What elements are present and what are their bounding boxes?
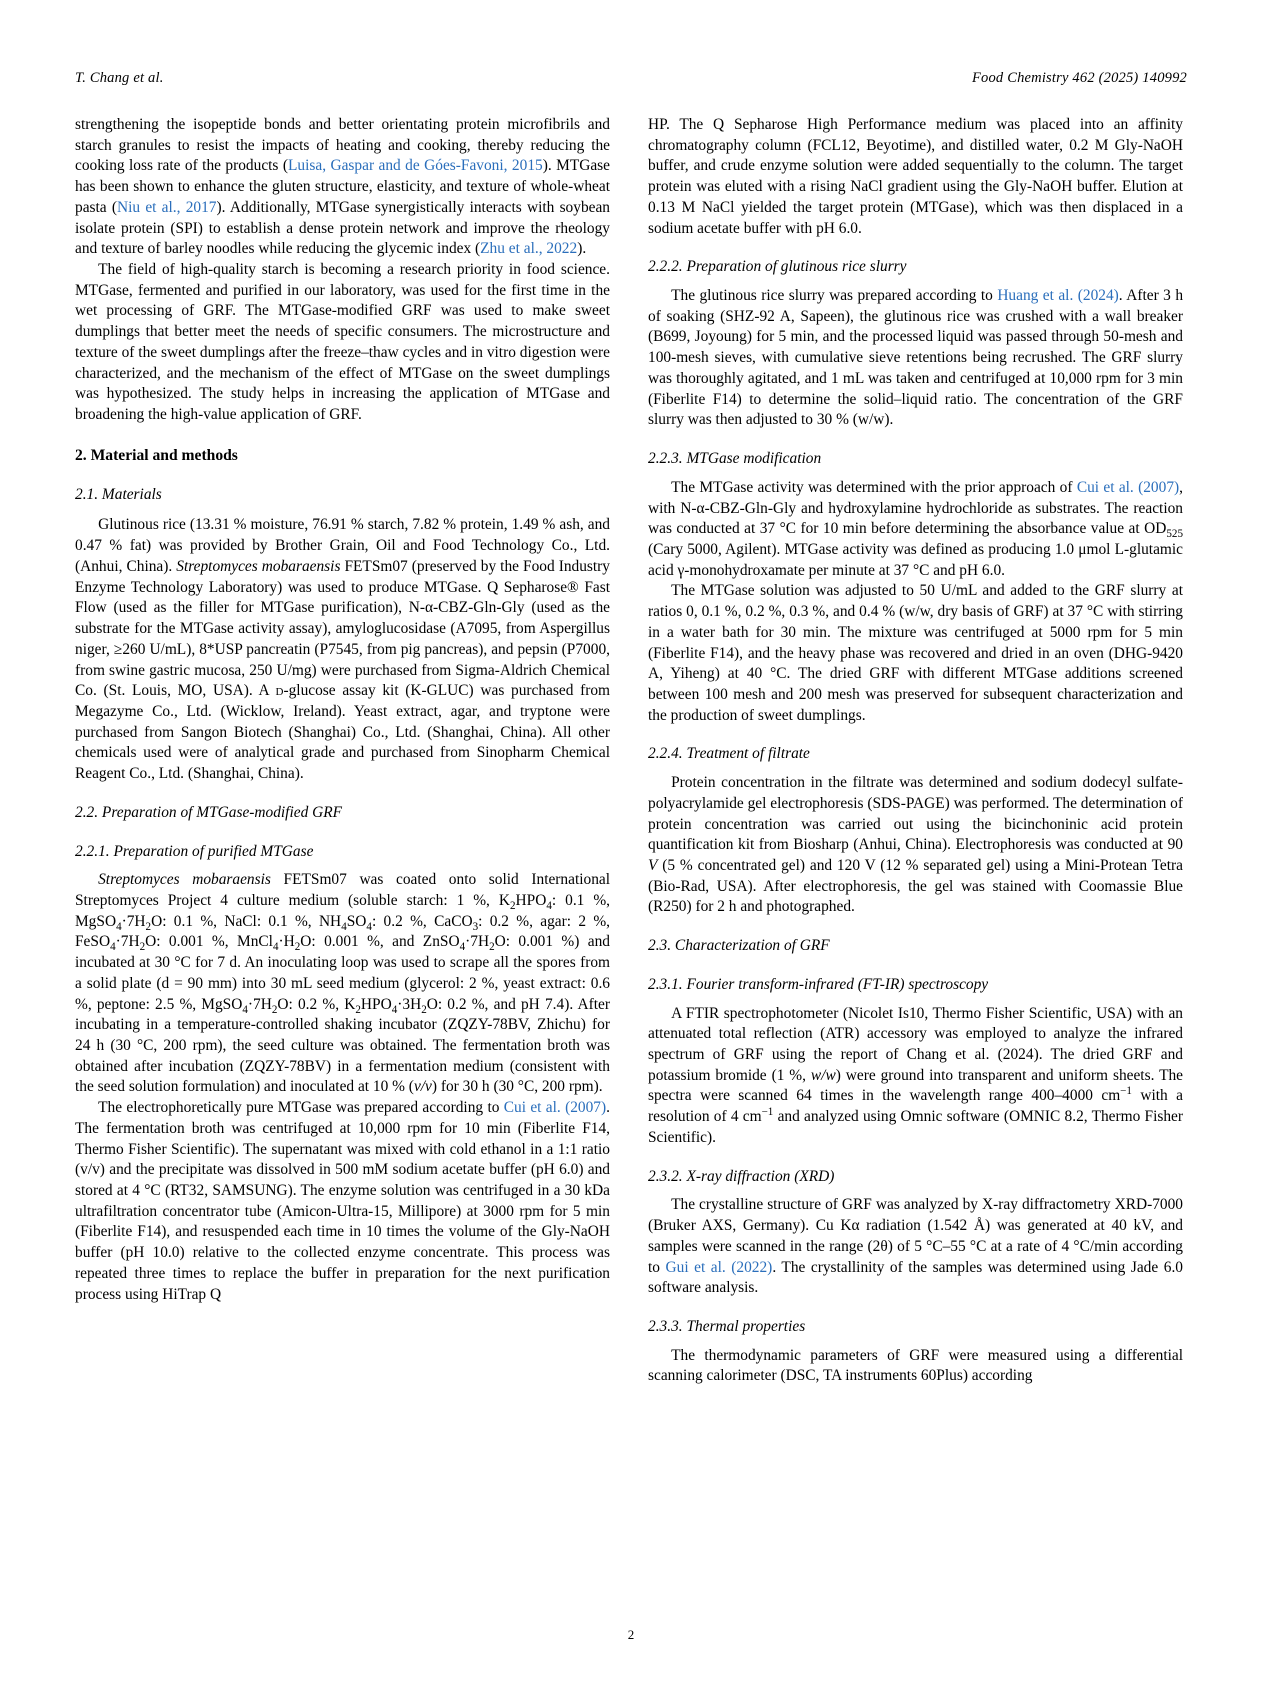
text-fragment: ). — [577, 240, 587, 258]
paragraph: The field of high-quality starch is becoming a research priority in food science. MTGase, fermented and purified in our laboratory, was used for the first time in the wet processing of GRF. The MTGase-modified GRF was used to make sweet dumplings that better meet the needs of specific consumers. The microstructure and texture of the sweet dumplings after the freeze–thaw cycles and in vitro digestion were characterized, and the mechanism of the effect of MTGase on the sweet dumplings was hypothesized. The study helps in increasing the application of MTGase and broadening the high-value application of GRF. — [75, 261, 610, 424]
running-head-journal: Food Chemistry 462 (2025) 140992 — [971, 70, 1187, 86]
left-column — [75, 115, 610, 1387]
text-fragment: Glutinous rice (13.31 % moisture, 76.91 % starch, 7.82 % protein, 1.49 % ash, and 0.47 % fat) was provided by Brother Grain, Oil and Food Technology Co., Ltd. (Anhui, China). — [75, 516, 610, 575]
paragraph — [648, 1195, 1183, 1299]
citation-link[interactable]: Gui et al. (2022) — [665, 1258, 773, 1276]
paragraph: A FTIR spectrophotometer (Nicolet Is10, Thermo Fisher Scientific, USA) with an attenuated total reflection (ATR) accessory was employed to analyze the infrared spectrum of GRF using the report of Chang et al. (2024). The dried GRF and potassium bromide (1 %, w/w) were ground into transparent and uniform sheets. The spectra were scanned 64 times in the wavelength range 400–4000 $cm^{-1}$ with a resolution of 4 $cm^{-1}$ and analyzed using Omnic software (OMNIC 8.2, Thermo Fisher Scientific). — [648, 1004, 1183, 1146]
text-fragment: -glucose assay kit (K-GLUC) was purchased from Megazyme Co., Ltd. (Wicklow, Ireland). Yeast extract, agar, and tryptone were purchased from Sangon Biotech (Shanghai) Co., Ltd. (Shanghai, China). All other chemicals used were of analytical grade and purchased from Sinopharm Chemical Reagent Co., Ltd. (Shanghai, China). — [75, 682, 611, 783]
organism-name: Streptomyces mobaraensis — [98, 871, 271, 889]
text-fragment: The electrophoretically pure MTGase was prepared according to — [98, 1099, 504, 1117]
paragraph: Streptomyces mobaraensis FETSm07 was coated onto solid International Streptomyces Project 4 culture medium (soluble starch: 1 %, $K_2HPO_4$: 0.1 %, $MgSO_4\cdot 7H_2O$: 0.1 %, NaCl: 0.1 %, $NH_4SO_4$: 0.2 %, CaCO$_3$: 0.2 %, agar: 2 %, $FeSO_4\cdot 7H_2O$: 0.001 %, $MnCl_4\cdot H_2O$: 0.001 %, and $ZnSO_4\cdot 7H_2O$: 0.001 %) and incubated at 30 °C for 7 d. An inoculating loop was used to scrape all the spores from a solid plate (d = 90 mm) into 30 mL seed medium (glycerol: 2 %, yeast extract: 0.6 %, peptone: 2.5 %, $MgSO_4\cdot 7H_2O$: 0.2 %, $K_2HPO_4\cdot 3H_2O$: 0.2 %, and pH 7.4). After incubating in a temperature-controlled shaking incubator (ZQZY-78BV, Zhichu) for 24 h (30 °C, 200 rpm), the seed culture was obtained. The fermentation broth was obtained after incubation (ZQZY-78BV) in a fermentation medium (consistent with the seed solution formulation) and inoculated at 10 % (v/v) for 30 h (30 °C, 200 rpm). — [75, 871, 611, 1096]
paragraph: Protein concentration in the filtrate was determined and sodium dodecyl sulfate-polyacrylamide gel electrophoresis (SDS-PAGE) was performed. The determination of protein concentration was carried out using the bicinchoninic acid protein quantification kit from Biosharp (Anhui, China). Electrophoresis was conducted at 90 V (5 % concentrated gel) and 120 V (12 % separated gel) using a Mini-Protean Tetra (Bio-Rad, USA). After electrophoresis, the gel was stained with Coomassie Blue (R250) for 2 h and photographed. — [648, 774, 1183, 916]
text-fragment: . The crystallinity of the samples was determined using Jade 6.0 software analysis. — [648, 1258, 1183, 1297]
citation-link[interactable]: Luisa, Gaspar and de Góes-Favoni, 2015 — [288, 157, 543, 175]
paragraph — [648, 286, 1183, 431]
right-column — [648, 115, 1183, 1387]
organism-name: Streptomyces mobaraensis — [176, 557, 341, 575]
text-fragment: , with N-α-CBZ-Gln-Gly and hydroxylamine hydrochloride as substrates. The reaction was conducted at 37 °C for 10 min before determining the absorbance value at OD — [648, 478, 1183, 538]
subsubsection-heading-2-2-3: 2.2.3. MTGase modification — [648, 450, 822, 468]
citation-link[interactable]: Cui et al. (2007) — [1076, 478, 1180, 496]
text-fragment: The glutinous rice slurry was prepared according to — [671, 287, 998, 305]
subsection-heading-2-1: 2.1. Materials — [75, 485, 162, 503]
paragraph-continuation — [75, 115, 610, 260]
text-fragment: The MTGase activity was determined with the prior approach of — [671, 478, 1077, 496]
citation-link[interactable]: Cui et al. (2007) — [503, 1099, 607, 1117]
text-fragment: . After 3 h of soaking (SHZ-92 A, Sapeen), the glutinous rice was crushed with a wall breaker (B699, Joyoung) for 5 min, and the processed liquid was passed through 50-mesh and 100-mesh sieves, with cumulative sieve retentions being recrushed. The GRF slurry was thoroughly agitated, and 1 mL was taken and centrifuged at 10,000 rpm for 3 min (Fiberlite F14) to determine the solid–liquid ratio. The concentration of the GRF slurry was then adjusted to 30 % (w/w). — [648, 287, 1184, 429]
subscript-value: 525 — [1166, 528, 1183, 541]
running-head — [75, 70, 1187, 87]
citation-link[interactable]: Huang et al. (2024) — [997, 287, 1119, 305]
subsection-heading-2-2: 2.2. Preparation of MTGase-modified GRF — [75, 803, 343, 821]
paragraph: The thermodynamic parameters of GRF were measured using a differential scanning calorimeter (DSC, TA instruments 60Plus) according — [648, 1346, 1183, 1385]
subsection-heading-2-3: 2.3. Characterization of GRF — [648, 937, 830, 955]
section-heading-2: 2. Material and methods — [75, 446, 238, 464]
smallcaps-d: d — [275, 682, 284, 700]
paragraph-continuation: HP. The Q Sepharose High Performance medium was placed into an affinity chromatography column (FCL12, Beyotime), and distilled water, 0.2 M Gly-NaOH buffer, and crude enzyme solution were added sequentially to the column. The target protein was eluted with a rising NaCl gradient using the Gly-NaOH buffer. Elution at 0.13 M NaCl yielded the target protein (MTGase), which was then displaced in a sodium acetate buffer with pH 6.0. — [648, 116, 1183, 237]
text-fragment: The crystalline structure of GRF was analyzed by X-ray diffractometry XRD-7000 (Bruker AXS, Germany). Cu Kα radiation (1.542 Å) was generated at 40 kV, and samples were scanned in the range (2θ) of 5 °C–55 °C at a rate of 4 °C/min according to — [648, 1196, 1183, 1276]
text-fragment: (Cary 5000, Agilent). MTGase activity was defined as producing 1.0 μmol L-glutamic acid γ-monohydroxamate per minute at 37 °C and pH 6.0. — [648, 540, 1183, 579]
text-fragment: ). MTGase has been shown to enhance the gluten structure, elasticity, and texture of whole-wheat pasta ( — [75, 157, 610, 216]
paragraph: The MTGase solution was adjusted to 50 U/mL and added to the GRF slurry at ratios 0, 0.1 %, 0.2 %, 0.3 %, and 0.4 % (w/w, dry basis of GRF) at 37 °C with stirring in a water bath for 30 min. The mixture was centrifuged at 5000 rpm for 5 min (Fiberlite F14), and the heavy phase was recovered and dried in an oven (DHG-9420 A, Yiheng) at 40 °C. The dried GRF with different MTGase additions screened between 100 mesh and 200 mesh was preserved for subsequent characterization and the production of sweet dumplings. — [648, 582, 1183, 724]
text-fragment: ). Additionally, MTGase synergistically interacts with soybean isolate protein (SPI) to establish a dense protein network and improve the rheology and texture of barley noodles while reducing the glycemic index ( — [75, 198, 610, 258]
running-head-authors: T. Chang et al. — [75, 70, 164, 86]
subsubsection-heading-2-2-1: 2.2.1. Preparation of purified MTGase — [75, 842, 314, 860]
subsubsection-heading-2-3-3: 2.3.3. Thermal properties — [648, 1317, 806, 1335]
subsubsection-heading-2-2-4: 2.2.4. Treatment of filtrate — [648, 745, 810, 763]
page-number: 2 — [627, 1627, 635, 1642]
citation-link[interactable]: Zhu et al., 2022 — [480, 240, 578, 258]
paragraph — [648, 478, 1183, 582]
paragraph — [75, 1098, 610, 1305]
two-column-body — [75, 115, 1187, 1387]
subsubsection-heading-2-3-2: 2.3.2. X-ray diffraction (XRD) — [648, 1167, 835, 1185]
text-fragment: strengthening the isopeptide bonds and better orientating protein microfibrils and starch granules to resist the impacts of heating and cooking, thereby reducing the cooking loss rate of the products ( — [75, 116, 610, 175]
subsubsection-heading-2-2-2: 2.2.2. Preparation of glutinous rice slurry — [648, 258, 907, 276]
paragraph — [75, 515, 610, 784]
citation-link[interactable]: Niu et al., 2017 — [117, 198, 217, 216]
text-fragment: . The fermentation broth was centrifuged at 10,000 rpm for 10 min (Fiberlite F14, Thermo Fisher Scientific). The supernatant was mixed with cold ethanol in a 1:1 ratio (v/v) and the precipitate was dissolved in 500 mM sodium acetate buffer (pH 6.0) and stored at 4 °C (RT32, SAMSUNG). The enzyme solution was centrifuged in a 30 kDa ultrafiltration concentrator tube (Amicon-Ultra-15, Millipore) at 3000 rpm for 5 min (Fiberlite F14), and resuspended each time in 10 times the volume of the Gly-NaOH buffer (pH 10.0) relative to the collected enzyme concentrate. This process was repeated three times to replace the buffer in preparation for the next purification process using HiTrap Q — [75, 1099, 610, 1303]
subsubsection-heading-2-3-1: 2.3.1. Fourier transform-infrared (FT-IR) spectroscopy — [648, 975, 989, 993]
text-fragment: FETSm07 (preserved by the Food Industry Enzyme Technology Laboratory) was used to produce MTGase. Q Sepharose® Fast Flow (used as the filler for MTGase purification), N-α-CBZ-Gln-Gly (used as the substrate for the MTGase activity assay), amyloglucosidase (A7095, from Aspergillus niger, ≥260 U/mL), 8*USP pancreatin (P7545, from pig pancreas), and pepsin (P7000, from swine gastric mucosa, 250 U/mg) were purchased from Sigma-Aldrich Chemical Co. (St. Louis, MO, USA). A — [75, 557, 610, 700]
